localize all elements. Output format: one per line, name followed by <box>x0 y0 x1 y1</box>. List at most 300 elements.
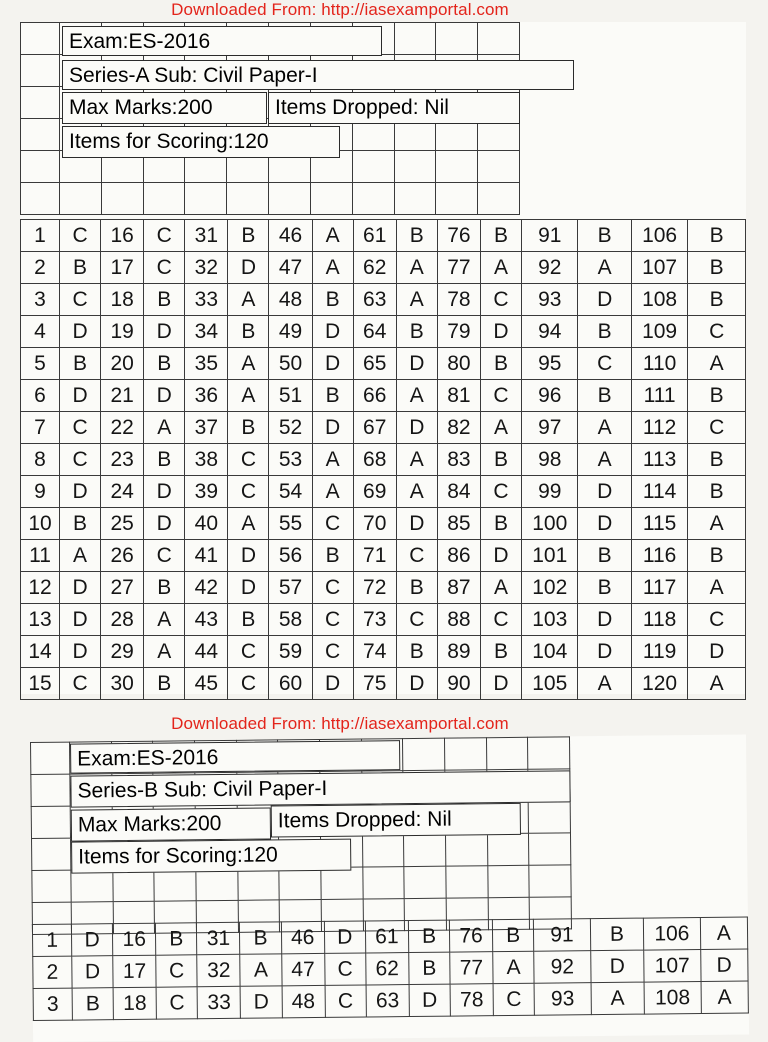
max-marks-text-b: Max Marks:200 <box>77 812 222 837</box>
question-number: 61 <box>365 921 408 953</box>
answer-key: C <box>144 540 185 572</box>
question-number: 72 <box>353 572 396 604</box>
answer-key: A <box>396 444 437 476</box>
question-number: 50 <box>269 348 312 380</box>
answer-key: C <box>325 985 366 1017</box>
question-number: 90 <box>437 668 480 700</box>
answer-key: C <box>60 412 101 444</box>
answer-key: A <box>493 951 534 983</box>
answer-key: C <box>688 604 746 636</box>
question-number: 31 <box>185 220 228 252</box>
question-number: 28 <box>101 604 144 636</box>
question-number: 42 <box>185 572 228 604</box>
question-number: 27 <box>101 572 144 604</box>
question-number: 64 <box>353 316 396 348</box>
question-number: 120 <box>631 668 687 700</box>
answer-key: C <box>60 444 101 476</box>
answer-key: B <box>578 380 631 412</box>
answer-key: D <box>60 316 101 348</box>
question-number: 34 <box>185 316 228 348</box>
answer-key: B <box>480 636 521 668</box>
answer-key: C <box>228 636 269 668</box>
question-number: 77 <box>437 252 480 284</box>
answer-key: A <box>688 668 746 700</box>
answer-key: A <box>578 444 631 476</box>
question-number: 10 <box>21 508 60 540</box>
question-number: 114 <box>631 476 687 508</box>
answer-key: C <box>156 955 197 987</box>
answer-key: A <box>688 348 746 380</box>
question-number: 60 <box>269 668 312 700</box>
max-marks-label <box>62 92 267 124</box>
question-number: 91 <box>522 220 578 252</box>
answer-key: C <box>578 348 631 380</box>
answer-key: D <box>324 921 365 953</box>
question-number: 110 <box>631 348 687 380</box>
answer-key: A <box>396 380 437 412</box>
answer-key: D <box>578 508 631 540</box>
answer-key: D <box>396 668 437 700</box>
answer-key: D <box>144 380 185 412</box>
answer-key: B <box>312 284 353 316</box>
question-number: 47 <box>281 953 324 985</box>
question-number: 29 <box>101 636 144 668</box>
answer-key: B <box>144 572 185 604</box>
answer-row <box>21 572 746 604</box>
answer-key: C <box>480 380 521 412</box>
answer-key: C <box>312 636 353 668</box>
question-number: 59 <box>269 636 312 668</box>
question-number: 55 <box>269 508 312 540</box>
series-text: Series-A Sub: Civil Paper-I <box>69 64 318 87</box>
answer-key: B <box>72 988 113 1020</box>
answer-key: B <box>228 412 269 444</box>
question-number: 108 <box>631 284 687 316</box>
answer-key: B <box>578 540 631 572</box>
max-marks-text: Max Marks:200 <box>69 96 213 119</box>
question-number: 18 <box>101 284 144 316</box>
question-number: 78 <box>437 284 480 316</box>
answer-key: A <box>228 348 269 380</box>
question-number: 12 <box>21 572 60 604</box>
question-number: 1 <box>32 924 71 956</box>
question-number: 79 <box>437 316 480 348</box>
source-link-top[interactable]: Downloaded From: http://iasexamportal.com <box>171 0 509 19</box>
series-text-b: Series-B Sub: Civil Paper-I <box>77 776 328 803</box>
answer-key: D <box>590 950 644 983</box>
question-number: 106 <box>643 917 700 950</box>
answer-key: B <box>228 316 269 348</box>
question-number: 2 <box>33 956 72 988</box>
answer-key: D <box>578 636 631 668</box>
question-number: 41 <box>185 540 228 572</box>
question-number: 109 <box>631 316 687 348</box>
question-number: 76 <box>449 920 492 952</box>
answer-key: B <box>144 284 185 316</box>
question-number: 13 <box>21 604 60 636</box>
question-number: 22 <box>101 412 144 444</box>
answer-row <box>21 668 746 700</box>
question-number: 14 <box>21 636 60 668</box>
question-number: 91 <box>534 919 591 952</box>
answer-key: C <box>144 252 185 284</box>
sheet-b-answer-grid <box>32 916 749 1020</box>
answer-key: D <box>396 412 437 444</box>
answer-key: B <box>480 348 521 380</box>
question-number: 35 <box>185 348 228 380</box>
exam-label <box>62 26 382 56</box>
question-number: 16 <box>113 923 156 955</box>
question-number: 48 <box>269 284 312 316</box>
question-number: 51 <box>269 380 312 412</box>
answer-key: B <box>144 444 185 476</box>
question-number: 78 <box>450 984 493 1016</box>
question-number: 8 <box>21 444 60 476</box>
question-number: 104 <box>522 636 578 668</box>
question-number: 68 <box>353 444 396 476</box>
question-number: 32 <box>197 954 240 986</box>
exam-text-b: Exam:ES-2016 <box>77 746 219 771</box>
answer-key: B <box>480 220 521 252</box>
answer-row <box>21 348 746 380</box>
question-number: 47 <box>269 252 312 284</box>
question-number: 67 <box>353 412 396 444</box>
question-number: 98 <box>522 444 578 476</box>
question-number: 107 <box>644 949 701 982</box>
answer-key: D <box>71 924 112 956</box>
answer-key: D <box>144 316 185 348</box>
question-number: 80 <box>437 348 480 380</box>
items-scoring-label <box>62 126 340 158</box>
question-number: 106 <box>631 220 687 252</box>
items-scoring-label-b <box>71 839 351 874</box>
answer-key: B <box>396 220 437 252</box>
answer-key: C <box>312 508 353 540</box>
answer-key: A <box>312 444 353 476</box>
answer-sheet-series-a <box>20 22 746 694</box>
answer-key: B <box>396 636 437 668</box>
answer-key: C <box>60 284 101 316</box>
answer-row <box>21 220 746 252</box>
answer-key: B <box>408 920 449 952</box>
answer-key: C <box>396 604 437 636</box>
answer-key: B <box>578 316 631 348</box>
exam-text: Exam:ES-2016 <box>69 30 211 53</box>
answer-row <box>21 444 746 476</box>
answer-key: B <box>688 540 746 572</box>
question-number: 17 <box>101 252 144 284</box>
answer-key: C <box>480 284 521 316</box>
answer-key: D <box>312 668 353 700</box>
question-number: 93 <box>534 983 591 1016</box>
answer-key: D <box>228 540 269 572</box>
answer-key: A <box>591 982 645 1015</box>
answer-key: A <box>688 508 746 540</box>
question-number: 69 <box>353 476 396 508</box>
question-number: 32 <box>185 252 228 284</box>
question-number: 57 <box>269 572 312 604</box>
answer-key: B <box>409 952 450 984</box>
answer-key: B <box>590 918 644 951</box>
answer-row <box>21 284 746 316</box>
answer-key: B <box>228 220 269 252</box>
question-number: 24 <box>101 476 144 508</box>
answer-key: A <box>396 284 437 316</box>
answer-row <box>21 252 746 284</box>
question-number: 71 <box>353 540 396 572</box>
answer-key: C <box>688 412 746 444</box>
items-dropped-text-b: Items Dropped: Nil <box>277 807 452 833</box>
question-number: 37 <box>185 412 228 444</box>
answer-key: A <box>578 412 631 444</box>
question-number: 74 <box>353 636 396 668</box>
question-number: 87 <box>437 572 480 604</box>
answer-key: A <box>312 252 353 284</box>
question-number: 20 <box>101 348 144 380</box>
answer-key: D <box>396 348 437 380</box>
answer-key: D <box>312 412 353 444</box>
answer-key: D <box>578 284 631 316</box>
answer-row <box>21 412 746 444</box>
answer-key: D <box>396 508 437 540</box>
answer-key: C <box>493 983 534 1015</box>
answer-key: D <box>60 476 101 508</box>
answer-key: C <box>60 668 101 700</box>
question-number: 86 <box>437 540 480 572</box>
question-number: 54 <box>269 476 312 508</box>
question-number: 26 <box>101 540 144 572</box>
answer-key: B <box>144 668 185 700</box>
answer-row <box>21 508 746 540</box>
question-number: 21 <box>101 380 144 412</box>
question-number: 62 <box>353 252 396 284</box>
question-number: 92 <box>522 252 578 284</box>
answer-key: C <box>60 220 101 252</box>
answer-key: D <box>241 986 282 1018</box>
question-number: 63 <box>366 985 409 1017</box>
answer-key: C <box>324 953 365 985</box>
question-number: 115 <box>631 508 687 540</box>
answer-key: A <box>480 252 521 284</box>
question-number: 11 <box>21 540 60 572</box>
answer-key: B <box>688 220 746 252</box>
question-number: 17 <box>113 955 156 987</box>
answer-key: D <box>60 636 101 668</box>
answer-key: D <box>228 252 269 284</box>
answer-key: B <box>688 476 746 508</box>
answer-key: A <box>396 476 437 508</box>
question-number: 97 <box>522 412 578 444</box>
items-dropped-text: Items Dropped: Nil <box>275 96 449 119</box>
question-number: 43 <box>185 604 228 636</box>
sheet-a-answer-grid <box>20 219 746 700</box>
answer-key: B <box>396 316 437 348</box>
answer-key: B <box>312 380 353 412</box>
answer-key: B <box>688 252 746 284</box>
answer-key: B <box>156 923 197 955</box>
question-number: 6 <box>21 380 60 412</box>
answer-key: C <box>156 987 197 1019</box>
answer-row <box>21 540 746 572</box>
answer-key: A <box>578 668 631 700</box>
question-number: 73 <box>353 604 396 636</box>
question-number: 95 <box>522 348 578 380</box>
source-link-middle[interactable]: Downloaded From: http://iasexamportal.com <box>171 714 509 733</box>
question-number: 25 <box>101 508 144 540</box>
answer-key: C <box>480 476 521 508</box>
answer-key: B <box>688 444 746 476</box>
answer-row <box>33 981 748 1020</box>
question-number: 89 <box>437 636 480 668</box>
question-number: 102 <box>522 572 578 604</box>
question-number: 30 <box>101 668 144 700</box>
question-number: 4 <box>21 316 60 348</box>
answer-key: D <box>312 316 353 348</box>
answer-key: B <box>60 508 101 540</box>
answer-key: B <box>228 604 269 636</box>
question-number: 76 <box>437 220 480 252</box>
question-number: 31 <box>197 922 240 954</box>
answer-key: B <box>480 508 521 540</box>
answer-key: A <box>312 220 353 252</box>
answer-key: C <box>688 316 746 348</box>
answer-key: A <box>240 954 281 986</box>
answer-key: B <box>688 284 746 316</box>
answer-key: C <box>312 572 353 604</box>
answer-row <box>21 636 746 668</box>
answer-key: C <box>228 668 269 700</box>
answer-key: D <box>688 636 746 668</box>
question-number: 62 <box>365 953 408 985</box>
series-label-b <box>70 770 570 807</box>
question-number: 46 <box>281 921 324 953</box>
answer-key: D <box>480 316 521 348</box>
items-dropped-label-b <box>271 803 521 838</box>
answer-key: D <box>72 956 113 988</box>
answer-key: A <box>688 572 746 604</box>
answer-key: D <box>60 572 101 604</box>
question-number: 84 <box>437 476 480 508</box>
question-number: 3 <box>33 988 72 1020</box>
answer-key: B <box>493 919 534 951</box>
question-number: 111 <box>631 380 687 412</box>
answer-key: A <box>60 540 101 572</box>
series-label <box>62 60 574 90</box>
answer-key: A <box>228 380 269 412</box>
answer-key: C <box>228 444 269 476</box>
answer-key: C <box>312 604 353 636</box>
question-number: 1 <box>21 220 60 252</box>
answer-key: A <box>144 636 185 668</box>
question-number: 65 <box>353 348 396 380</box>
answer-key: D <box>60 380 101 412</box>
answer-row <box>21 316 746 348</box>
question-number: 56 <box>269 540 312 572</box>
question-number: 112 <box>631 412 687 444</box>
answer-key: B <box>480 444 521 476</box>
answer-key: A <box>396 252 437 284</box>
answer-key: B <box>240 922 281 954</box>
question-number: 16 <box>101 220 144 252</box>
question-number: 52 <box>269 412 312 444</box>
question-number: 15 <box>21 668 60 700</box>
question-number: 38 <box>185 444 228 476</box>
question-number: 45 <box>185 668 228 700</box>
answer-key: C <box>396 540 437 572</box>
question-number: 88 <box>437 604 480 636</box>
answer-key: A <box>700 917 748 949</box>
answer-key: B <box>144 348 185 380</box>
question-number: 70 <box>353 508 396 540</box>
question-number: 105 <box>522 668 578 700</box>
answer-key: D <box>578 604 631 636</box>
answer-key: D <box>480 668 521 700</box>
question-number: 19 <box>101 316 144 348</box>
question-number: 7 <box>21 412 60 444</box>
question-number: 77 <box>450 952 493 984</box>
question-number: 118 <box>631 604 687 636</box>
answer-sheet-series-b <box>30 735 749 1042</box>
answer-key: A <box>578 252 631 284</box>
answer-key: A <box>480 412 521 444</box>
question-number: 117 <box>631 572 687 604</box>
items-scoring-text-b: Items for Scoring:120 <box>78 843 278 869</box>
question-number: 53 <box>269 444 312 476</box>
question-number: 113 <box>631 444 687 476</box>
question-number: 63 <box>353 284 396 316</box>
answer-key: A <box>144 604 185 636</box>
question-number: 82 <box>437 412 480 444</box>
answer-key: D <box>60 604 101 636</box>
question-number: 75 <box>353 668 396 700</box>
question-number: 66 <box>353 380 396 412</box>
answer-key: C <box>480 604 521 636</box>
question-number: 2 <box>21 252 60 284</box>
question-number: 48 <box>282 985 325 1017</box>
question-number: 119 <box>631 636 687 668</box>
question-number: 9 <box>21 476 60 508</box>
question-number: 83 <box>437 444 480 476</box>
question-number: 107 <box>631 252 687 284</box>
answer-key: B <box>60 348 101 380</box>
items-dropped-label <box>268 92 520 124</box>
max-marks-label-b <box>71 807 271 841</box>
question-number: 81 <box>437 380 480 412</box>
answer-key: D <box>480 540 521 572</box>
question-number: 33 <box>197 986 240 1018</box>
answer-key: D <box>144 508 185 540</box>
answer-key: A <box>480 572 521 604</box>
question-number: 85 <box>437 508 480 540</box>
answer-key: A <box>312 476 353 508</box>
answer-key: D <box>578 476 631 508</box>
answer-key: D <box>700 949 748 981</box>
answer-key: D <box>228 572 269 604</box>
question-number: 108 <box>644 981 701 1014</box>
answer-key: B <box>312 540 353 572</box>
exam-label-b <box>70 740 400 773</box>
answer-row <box>21 380 746 412</box>
question-number: 93 <box>522 284 578 316</box>
answer-key: C <box>228 476 269 508</box>
question-number: 5 <box>21 348 60 380</box>
question-number: 92 <box>534 951 591 984</box>
question-number: 101 <box>522 540 578 572</box>
question-number: 3 <box>21 284 60 316</box>
question-number: 58 <box>269 604 312 636</box>
answer-key: D <box>409 984 450 1016</box>
answer-key: A <box>228 508 269 540</box>
